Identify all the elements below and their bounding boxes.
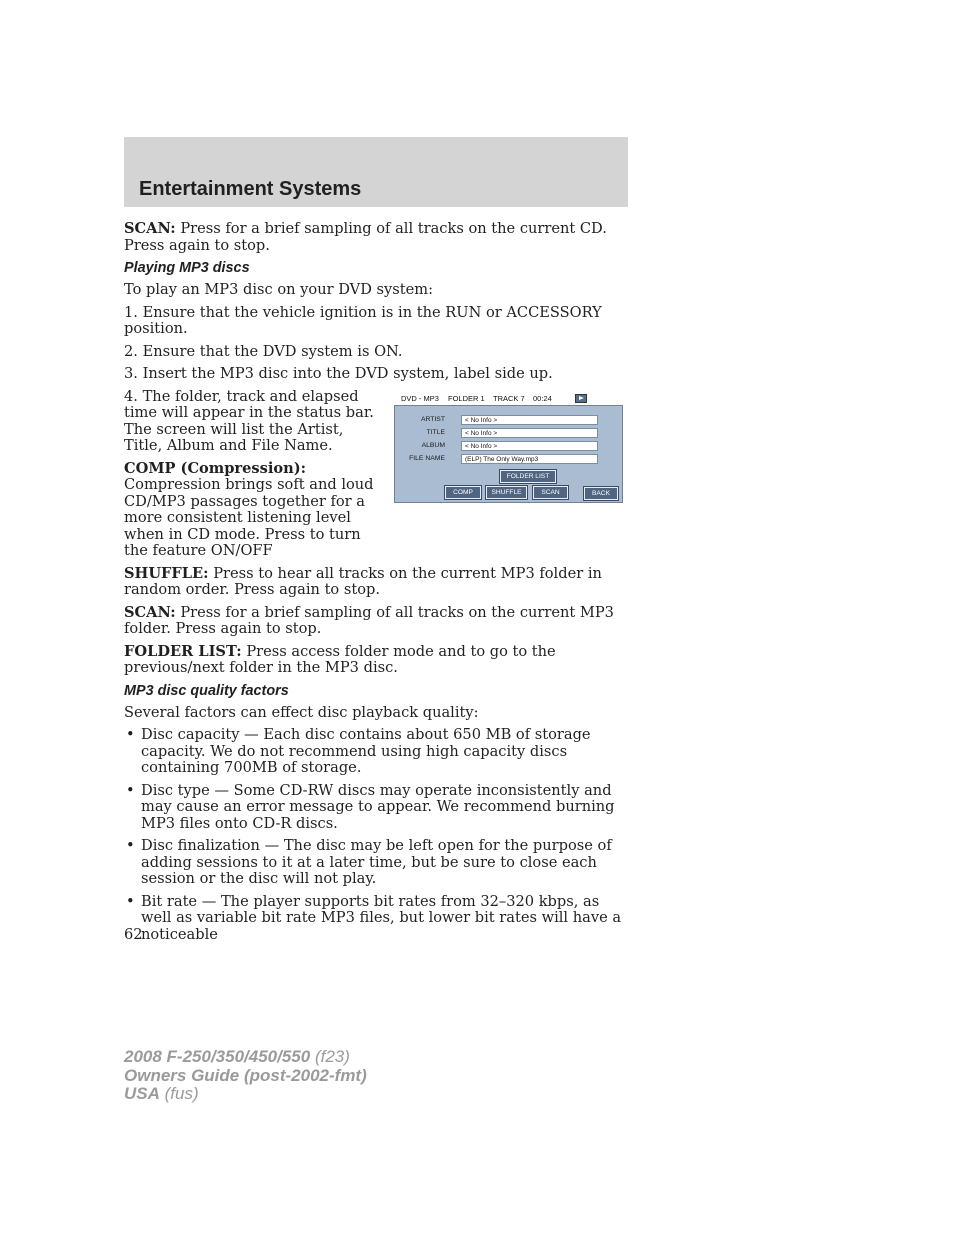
artist-field: < No Info > (461, 415, 598, 425)
page-content (124, 221, 628, 949)
step-2: 2. Ensure that the DVD system is ON. (124, 342, 403, 360)
status-folder: FOLDER 1 (448, 394, 485, 403)
folder-list-label: FOLDER LIST: (124, 642, 242, 660)
status-bar (394, 393, 623, 404)
file-name-label: FILE NAME (409, 455, 445, 462)
section-title: Entertainment Systems (139, 178, 362, 200)
playing-lead: To play an MP3 disc on your DVD system: (124, 281, 434, 298)
list-item (124, 894, 628, 944)
dvd-screen-illustration (394, 393, 623, 503)
footer-region: USA (124, 1084, 160, 1103)
quality-list (124, 727, 628, 943)
bullet-text: Disc capacity — Each disc contains about 650 MB of storage capacity. We do not recommend using high capacity discs containing 700MB of storage. (141, 726, 591, 776)
shuffle-paragraph (124, 566, 628, 599)
back-button[interactable]: BACK (584, 487, 618, 500)
footer-line-2 (124, 1067, 367, 1086)
scan-mp3-text: Press for a brief sampling of all tracks on the current MP3 folder. Press again to stop. (124, 603, 614, 637)
artist-label: ARTIST (420, 416, 445, 423)
page-number: 62 (124, 926, 143, 943)
bullet-glyph: • (126, 781, 135, 799)
title-field: < No Info > (461, 428, 598, 438)
step-1: 1. Ensure that the vehicle ignition is in the RUN or ACCESSORY position. (124, 303, 602, 337)
bullet-glyph: • (126, 726, 135, 743)
scan-button[interactable]: SCAN (533, 486, 568, 499)
footer-model-code: (f23) (310, 1047, 350, 1066)
folder-list-text: Press access folder mode and to go to the previous/next folder in the MP3 disc. (124, 642, 556, 676)
comp-button[interactable]: COMP (445, 486, 481, 499)
bullet-text: Disc type — Some CD-RW discs may operate inconsistently and may cause an error message to appear. We recommend burning MP3 files onto CD-R discs. (141, 781, 615, 832)
shuffle-button[interactable]: SHUFFLE (486, 486, 527, 499)
scan-cd-paragraph (124, 221, 628, 254)
screen-panel (394, 405, 623, 503)
footer-region-code: (fus) (159, 1084, 199, 1103)
quality-lead: Several factors can effect disc playback quality: (124, 703, 479, 721)
bullet-text: Bit rate — The player supports bit rates from 32–320 kbps, as well as variable bit rate MP3 files, but lower bit rates will have a noticeable (141, 892, 622, 943)
step-3: 3. Insert the MP3 disc into the DVD system, label side up. (124, 365, 553, 382)
step-4: 4. The folder, track and elapsed time will appear in the status bar. The screen will list the Artist, Title, Album and File Name. (124, 387, 374, 454)
file-name-field: (ELP) The Only Way.mp3 (461, 454, 598, 464)
status-track: TRACK 7 (493, 394, 525, 403)
footer (124, 1048, 367, 1104)
play-icon (575, 394, 587, 403)
comp-label: COMP (Compression): (124, 459, 307, 477)
shuffle-label: SHUFFLE: (124, 564, 209, 582)
scan-mp3-paragraph (124, 605, 628, 638)
list-item (124, 783, 628, 833)
bullet-glyph: • (126, 892, 135, 910)
scan-mp3-label: SCAN: (124, 603, 176, 621)
scan-cd-text: Press for a brief sampling of all tracks on the current CD. Press again to stop. (124, 220, 607, 254)
quality-heading: MP3 disc quality factors (124, 682, 289, 699)
folder-list-button[interactable]: FOLDER LIST (500, 470, 556, 483)
footer-model: 2008 F-250/350/450/550 (124, 1047, 311, 1066)
status-mode: DVD - MP3 (401, 394, 439, 403)
playing-mp3-heading: Playing MP3 discs (124, 260, 250, 276)
list-item (124, 838, 628, 888)
status-time: 00:24 (533, 394, 552, 403)
title-label: TITLE (426, 429, 445, 436)
album-field: < No Info > (461, 441, 598, 451)
footer-line-3 (124, 1085, 367, 1104)
folder-list-paragraph (124, 644, 628, 677)
album-label: ALBUM (421, 442, 445, 449)
bullet-glyph: • (126, 837, 135, 854)
shuffle-text: Press to hear all tracks on the current MP3 folder in random order. Press again to stop. (124, 564, 602, 598)
footer-guide: Owners Guide (post-2002-fmt) (124, 1065, 367, 1085)
bullet-text: Disc finalization — The disc may be left open for the purpose of adding sessions to it at a later time, but be sure to close each session or the disc will not play. (141, 837, 612, 887)
scan-cd-label: SCAN: (124, 220, 176, 237)
comp-text: Compression brings soft and loud CD/MP3 passages together for a more consistent listening level when in CD mode. Press to turn the feature ON/OFF (124, 476, 374, 559)
footer-line-1 (124, 1048, 367, 1067)
list-item (124, 727, 628, 777)
